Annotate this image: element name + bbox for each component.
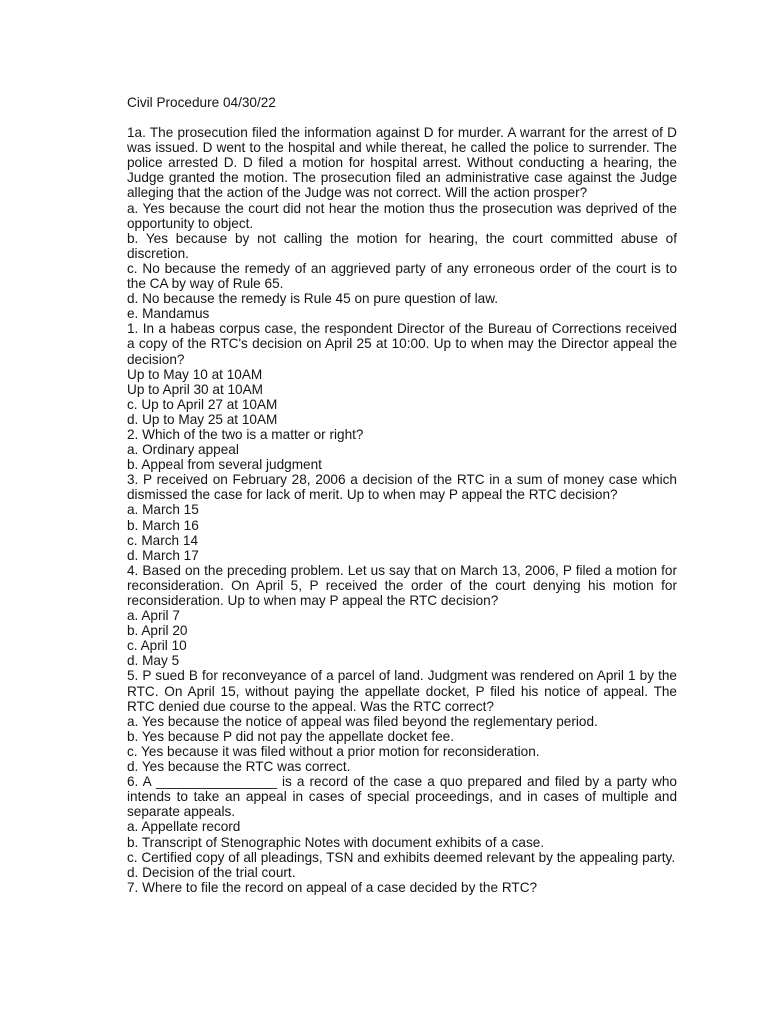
- question-3-choice-d: d. March 17: [127, 547, 199, 563]
- question-1a-choice-e: e. Mandamus: [127, 306, 210, 322]
- question-2-choice-b: b. Appeal from several judgment: [127, 457, 322, 473]
- question-4-choice-b: b. April 20: [127, 623, 188, 639]
- question-1-choice-a: Up to May 10 at 10AM: [127, 366, 263, 382]
- question-1a-choice-c: c. No because the remedy of an aggrieved party of any erroneous order of the court is to the CA by way of Rule 65.: [127, 260, 677, 292]
- question-1a-choice-d: d. No because the remedy is Rule 45 on pure question of law.: [127, 291, 499, 307]
- question-1a-choice-a: a. Yes because the court did not hear the motion thus the prosecution was deprived of the opportunity to object.: [127, 200, 677, 231]
- document-title: Civil Procedure 04/30/22: [127, 95, 276, 110]
- question-1a: 1a. The prosecution filed the information against D for murder. A warrant for the arrest of D was issued. D went to the hospital and while thereat, he called the police to surrender. The police arrested D. D filed a motion for hospital arrest. Without conducting a hearing, the Judge granted the motion. The prosecution filed an administrative case against the Judge alleging that the action of the Judge was not correct. Will the action prosper?: [127, 125, 677, 201]
- question-1: 1. In a habeas corpus case, the respondent Director of the Bureau of Corrections received a copy of the RTC's decision on April 25 at 10:00. Up to when may the Director appeal the decision?: [127, 321, 677, 367]
- question-6-choice-d: d. Decision of the trial court.: [127, 864, 296, 880]
- question-5-choice-c: c. Yes because it was filed without a prior motion for reconsideration.: [127, 743, 540, 759]
- question-5-choice-a: a. Yes because the notice of appeal was filed beyond the reglementary period.: [127, 713, 598, 729]
- question-6-choice-a: a. Appellate record: [127, 819, 241, 835]
- question-5-choice-d: d. Yes because the RTC was correct.: [127, 759, 351, 775]
- document-body: [127, 125, 677, 895]
- question-5: 5. P sued B for reconveyance of a parcel of land. Judgment was rendered on April 1 by the RTC. On April 15, without paying the appellate docket, P filed his notice of appeal. The RTC denied due course to the appeal. Was the RTC correct?: [127, 668, 677, 714]
- question-6-choice-c: c. Certified copy of all pleadings, TSN and exhibits deemed relevant by the appealing party.: [127, 849, 676, 865]
- question-4: 4. Based on the preceding problem. Let us say that on March 13, 2006, P filed a motion for reconsideration. On April 5, P received the order of the court denying his motion for reconsideration. Up to when may P appeal the RTC decision?: [127, 562, 677, 608]
- question-1-choice-d: d. Up to May 25 at 10AM: [127, 411, 278, 427]
- question-4-choice-a: a. April 7: [127, 608, 180, 624]
- question-3-choice-a: a. March 15: [127, 502, 199, 518]
- question-3-choice-c: c. March 14: [127, 532, 199, 548]
- question-3: 3. P received on February 28, 2006 a decision of the RTC in a sum of money case which dismissed the case for lack of merit. Up to when may P appeal the RTC decision?: [127, 472, 677, 503]
- question-6: 6. A ________________ is a record of the case a quo prepared and filed by a party who intends to take an appeal in cases of special proceedings, and in cases of multiple and separate appeals.: [127, 774, 677, 820]
- question-4-choice-c: c. April 10: [127, 638, 187, 654]
- question-1a-choice-b: b. Yes because by not calling the motion for hearing, the court committed abuse of discretion.: [127, 230, 677, 261]
- question-4-choice-d: d. May 5: [127, 653, 180, 669]
- question-5-choice-b: b. Yes because P did not pay the appellate docket fee.: [127, 728, 455, 744]
- document-page: [127, 95, 677, 895]
- question-2-choice-a: a. Ordinary appeal: [127, 442, 239, 458]
- question-7: 7. Where to file the record on appeal of a case decided by the RTC?: [127, 879, 538, 895]
- question-2: 2. Which of the two is a matter or right?: [127, 426, 364, 442]
- question-1-choice-b: Up to April 30 at 10AM: [127, 381, 264, 397]
- question-1-choice-c: c. Up to April 27 at 10AM: [127, 396, 278, 412]
- question-3-choice-b: b. March 16: [127, 517, 199, 533]
- question-6-choice-b: b. Transcript of Stenographic Notes with document exhibits of a case.: [127, 834, 545, 850]
